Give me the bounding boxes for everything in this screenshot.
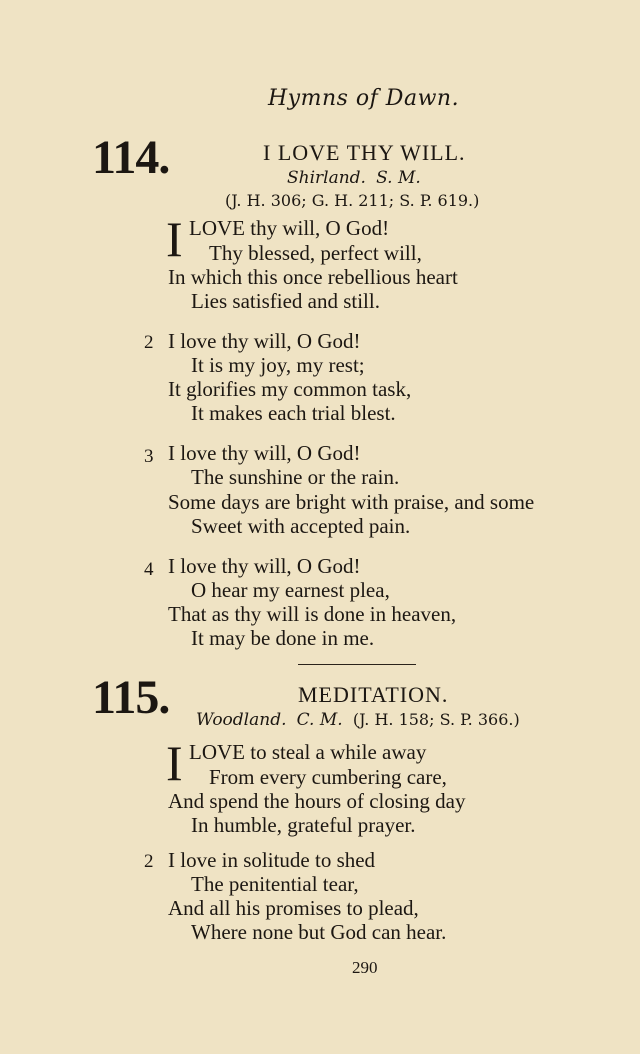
verse-line: Where none but God can hear. [191, 920, 447, 944]
verse-number: 2 [144, 851, 154, 872]
verse-line: LOVE thy will, O God! [189, 216, 390, 240]
verse-line: Thy blessed, perfect will, [209, 241, 422, 265]
verse-line: From every cumbering care, [209, 765, 447, 789]
verse-number: 4 [144, 559, 154, 580]
verse-line: In which this once rebellious heart [168, 265, 458, 289]
verse-line: The penitential tear, [191, 872, 359, 896]
hymn-115-tune-name: Woodland. [196, 710, 287, 730]
hymn-114-meter: S. M. [376, 168, 421, 188]
verse-line: I love in solitude to shed [168, 848, 376, 872]
hymn-115-meter: C. M. [296, 710, 343, 730]
verse-number: 2 [144, 332, 154, 353]
verse-line: That as thy will is done in heaven, [168, 602, 457, 626]
hymn-115-drop-cap: I [166, 735, 183, 791]
verse-line: I love thy will, O God! [168, 441, 361, 465]
running-head: Hymns of Dawn. [268, 86, 460, 111]
verse-line: I love thy will, O God! [168, 329, 361, 353]
verse-line: And spend the hours of closing day [168, 789, 466, 813]
hymn-114-title: I LOVE THY WILL. [263, 140, 466, 165]
verse-line: LOVE to steal a while away [189, 740, 427, 764]
verse-number: 3 [144, 446, 154, 467]
verse-line: And all his promises to plead, [168, 896, 419, 920]
verse-line: Some days are bright with praise, and some [168, 490, 535, 514]
verse-line: It may be done in me. [191, 626, 375, 650]
hymn-115-tune [196, 710, 520, 730]
hymn-114-refs: (J. H. 306; G. H. 211; S. P. 619.) [225, 191, 480, 210]
hymn-114-number: 114. [92, 131, 170, 184]
verse-line: Lies satisfied and still. [191, 289, 380, 313]
verse-line: It makes each trial blest. [191, 401, 396, 425]
hymn-114-tune-name: Shirland. [287, 168, 366, 188]
hymn-115-number: 115. [92, 671, 170, 724]
verse-line: The sunshine or the rain. [191, 465, 400, 489]
hymn-115-title: MEDITATION. [298, 682, 449, 707]
hymn-114-tune [287, 168, 421, 188]
section-divider [298, 664, 416, 665]
verse-line: In humble, grateful prayer. [191, 813, 416, 837]
verse-line: It is my joy, my rest; [191, 353, 365, 377]
verse-line: O hear my earnest plea, [191, 578, 390, 602]
verse-line: Sweet with accepted pain. [191, 514, 411, 538]
verse-line: I love thy will, O God! [168, 554, 361, 578]
page-number: 290 [352, 958, 378, 977]
hymn-115-refs: (J. H. 158; S. P. 366.) [352, 710, 520, 729]
verse-line: It glorifies my common task, [168, 377, 412, 401]
hymn-114-drop-cap: I [166, 211, 183, 267]
